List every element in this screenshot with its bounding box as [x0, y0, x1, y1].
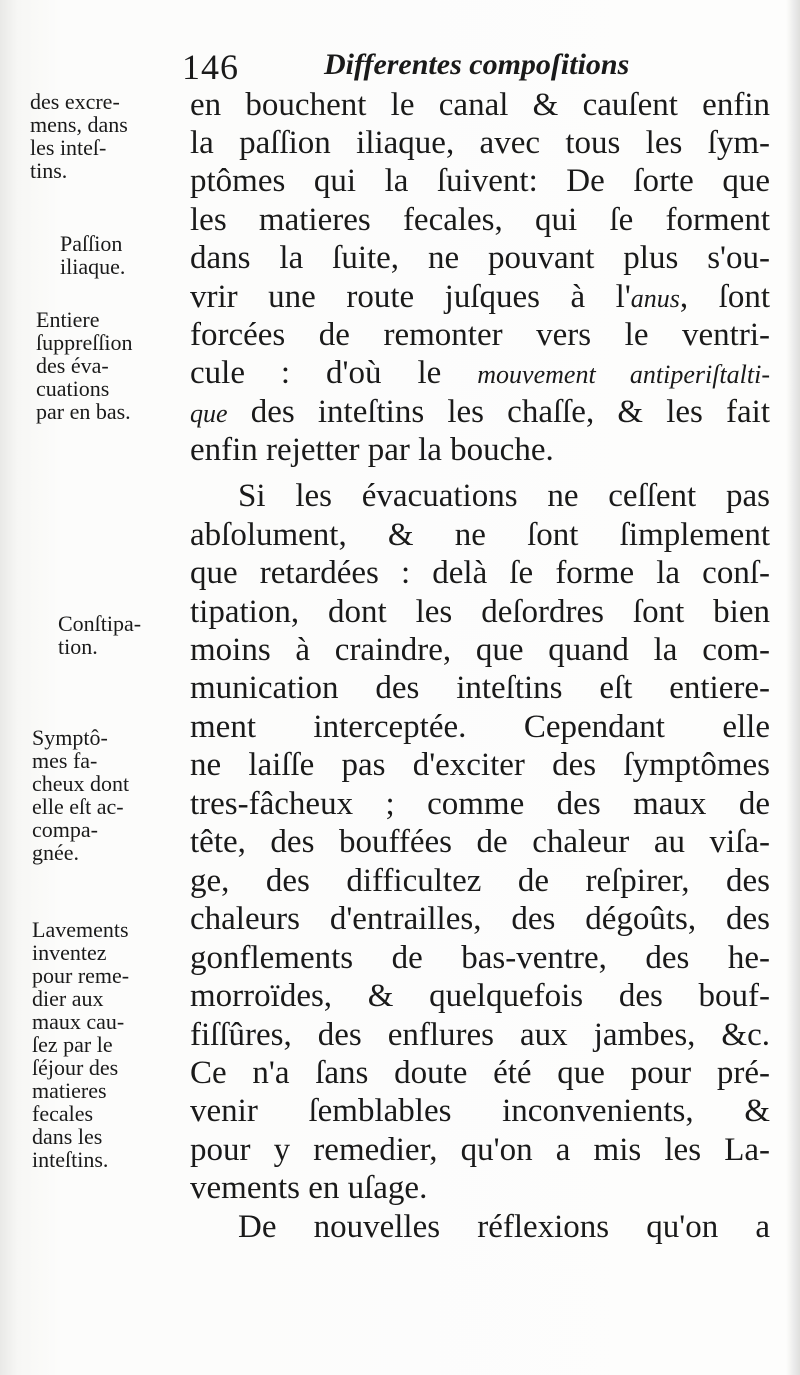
text-line: tipation, dont les deſordres ſont bien: [190, 594, 770, 630]
running-head: [182, 42, 782, 86]
text-line: [190, 354, 770, 392]
text-line: ge, des difficultez de reſpirer, des: [190, 863, 770, 899]
text-line: Si les évacuations ne ceſſent pas: [238, 478, 770, 514]
text-segment-italic: que: [190, 399, 228, 428]
margin-note-excrements: des excre- mens, dans les inteſ- tins.: [30, 89, 128, 183]
text-line: en bouchent le canal & cauſent enfin: [190, 87, 770, 123]
margin-note-symptomes: Symptô- mes fa- cheux dont elle eſt ac- compa- gnée.: [32, 725, 130, 865]
text-segment: cule : d'où le: [190, 355, 478, 391]
text-line: [190, 278, 770, 316]
margin-note-constipation: Conſtipa- tion.: [58, 611, 142, 659]
text-line: tête, des bouffées de chaleur au viſa-: [190, 824, 770, 860]
text-line: morroïdes, & quelquefois des bouf-: [190, 978, 770, 1014]
text-line: venir ſemblables inconvenients, &: [190, 1093, 770, 1129]
text-line: ne laiſſe pas d'exciter des ſymptômes: [190, 747, 770, 783]
text-segment-italic: mouvement antiperiſtalti-: [477, 360, 770, 389]
text-line: ment interceptée. Cependant elle: [190, 709, 770, 745]
margin-note-lavements: Lavements inventez pour reme- dier aux maux cau- ſez par le ſéjour des matieres fecales dans les inteſtins.: [32, 917, 130, 1172]
margin-note-suppression: Entiere ſuppreſſion des éva- cuations par en bas.: [36, 307, 133, 424]
text-line: les matieres fecales, qui ſe forment: [190, 202, 770, 238]
text-line: De nouvelles réflexions qu'on a: [238, 1209, 770, 1245]
text-line: ptômes qui la ſuivent: De ſorte que: [190, 163, 770, 199]
page-number: 146: [182, 47, 239, 87]
text-segment: , ſont: [679, 279, 770, 315]
text-line: abſolument, & ne ſont ſimplement: [190, 517, 770, 553]
text-line: dans la ſuite, ne pouvant plus s'ou-: [190, 240, 770, 276]
running-head-title: Differentes compoſitions: [324, 48, 630, 81]
text-line: moins à craindre, que quand la com-: [190, 632, 770, 668]
margin-note-passion-iliaque: Paſſion iliaque.: [60, 231, 126, 279]
text-segment: vrir une route juſques à l': [190, 279, 631, 315]
text-line: forcées de remonter vers le ventri-: [190, 317, 770, 353]
text-line: chaleurs d'entrailles, des dégoûts, des: [190, 901, 770, 937]
text-segment-italic: anus: [630, 284, 680, 313]
text-line: fiſſûres, des enflures aux jambes, &c.: [190, 1017, 770, 1053]
text-line: que retardées : delà ſe forme la conſ-: [190, 555, 770, 591]
text-line: gonflements de bas-ventre, des he-: [190, 940, 770, 976]
text-line: vements en uſage.: [190, 1170, 428, 1206]
text-line: tres-fâcheux ; comme des maux de: [190, 786, 770, 822]
text-line: Ce n'a ſans doute été que pour pré-: [190, 1055, 770, 1091]
text-line: pour y remedier, qu'on a mis les La-: [190, 1132, 770, 1168]
page-edge-shadow: [786, 0, 800, 1375]
text-line: munication des inteſtins eſt entiere-: [190, 670, 770, 706]
text-line: [190, 393, 770, 431]
text-line: enfin rejetter par la bouche.: [190, 432, 554, 468]
text-segment: des inteſtins les chaſſe, & les fait: [227, 394, 770, 430]
text-line: la paſſion iliaque, avec tous les ſym-: [190, 125, 770, 161]
